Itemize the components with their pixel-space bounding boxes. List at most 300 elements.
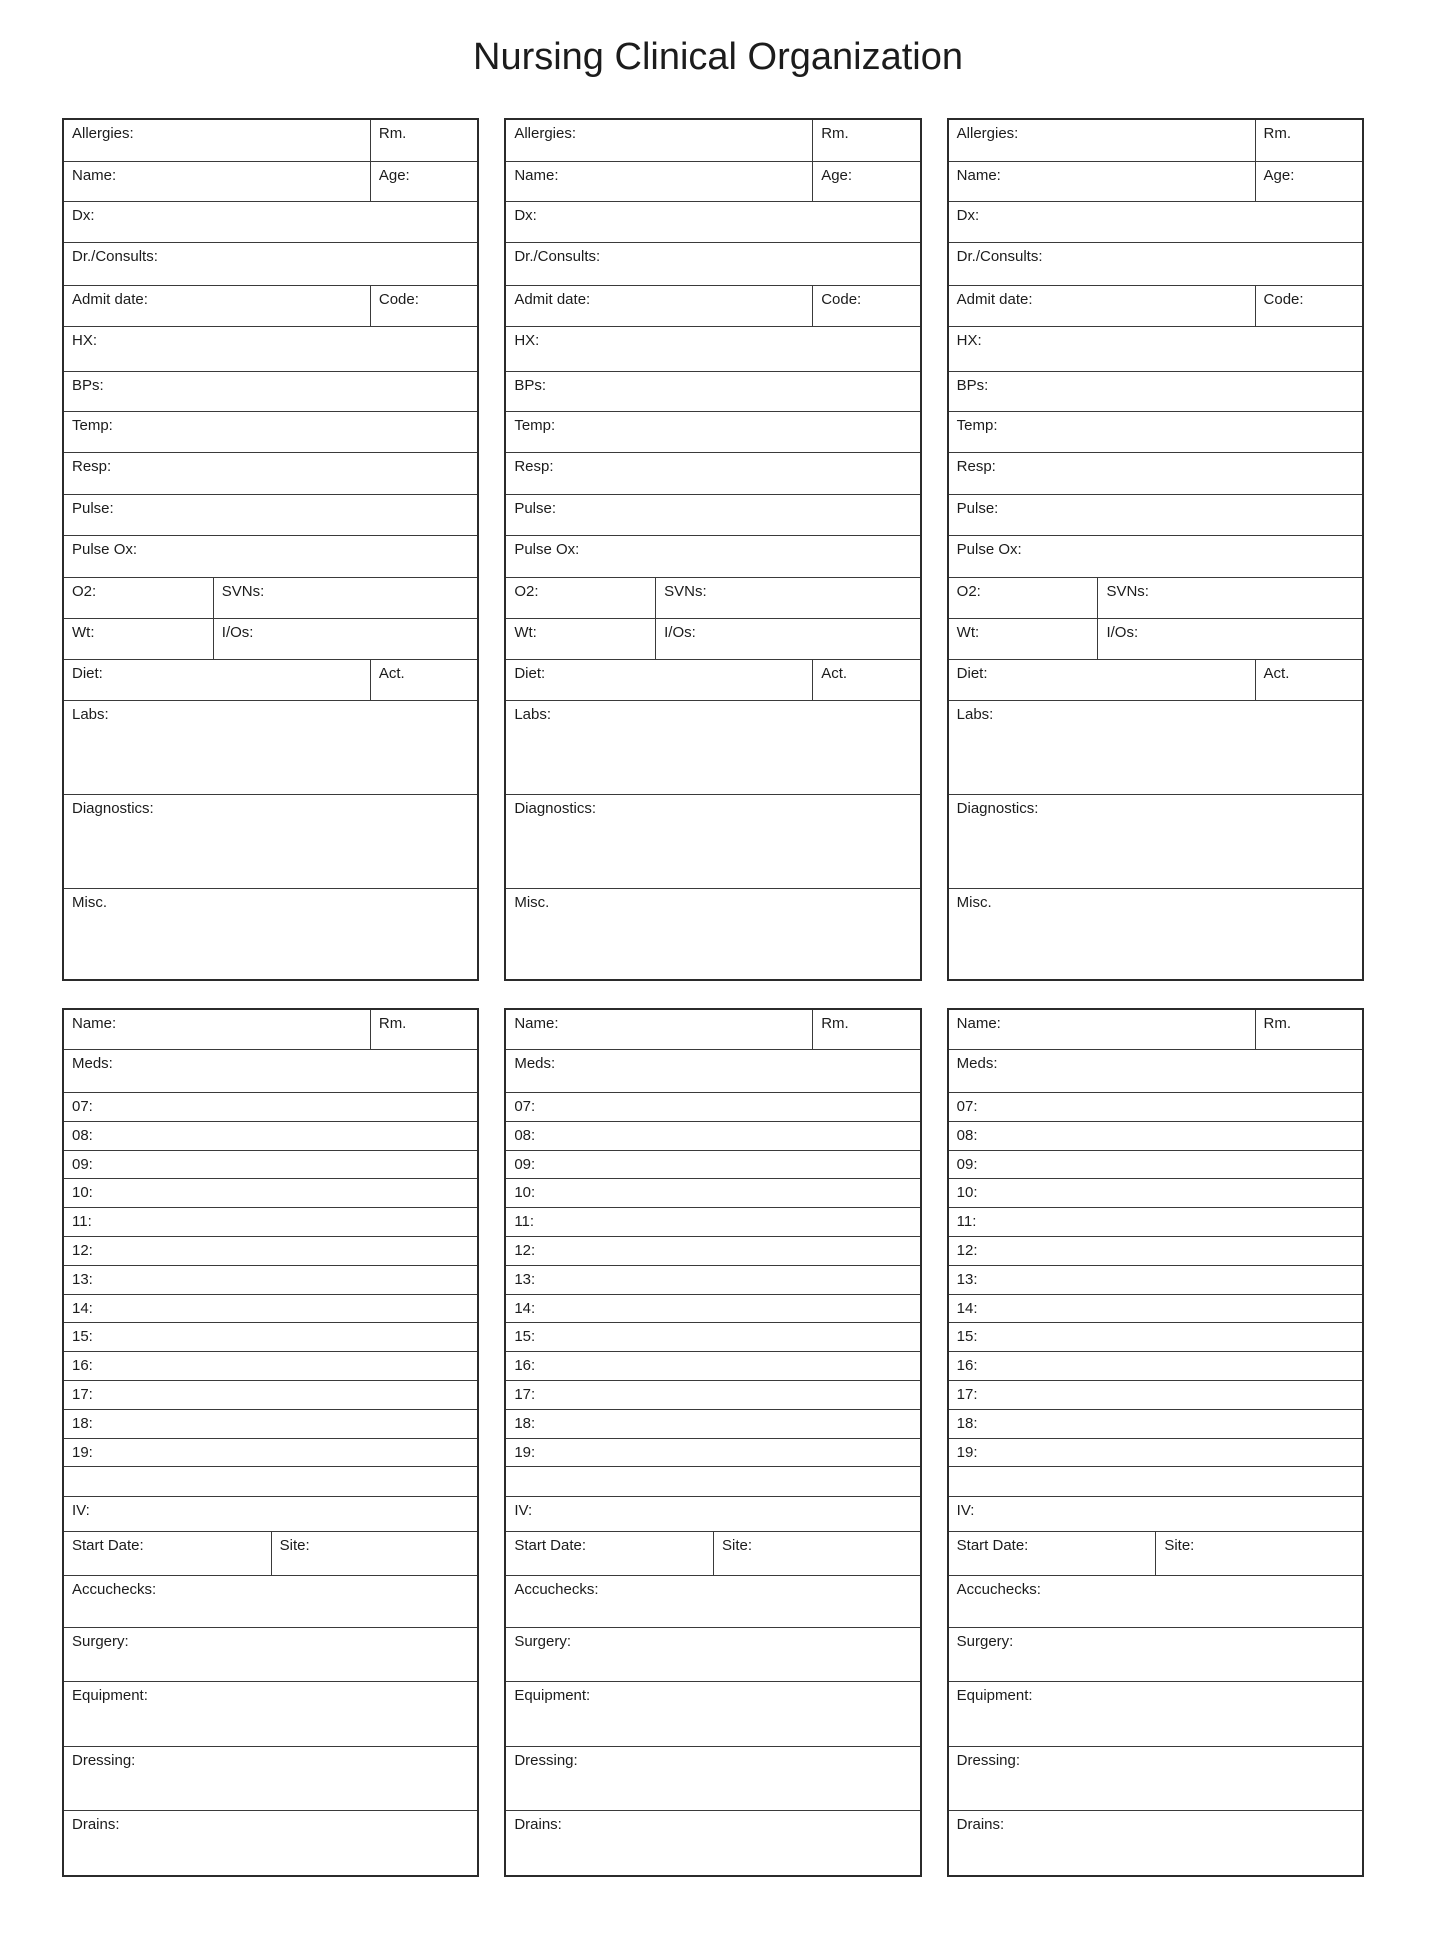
hour-cell	[949, 1381, 1362, 1409]
admit-date-cell	[949, 286, 1255, 326]
diagnostics-row	[506, 795, 919, 889]
hour-cell	[64, 1151, 477, 1179]
pulse-ox-cell	[64, 536, 477, 577]
hour-cell	[64, 1093, 477, 1121]
hour-cell	[64, 1179, 477, 1207]
hour-cell	[64, 1208, 477, 1236]
allergies-label: Allergies:	[956, 125, 1019, 142]
hour-cell	[64, 1122, 477, 1150]
dressing-cell	[506, 1747, 919, 1810]
accuchecks-label: Accuchecks:	[956, 1581, 1041, 1599]
labs-row	[64, 701, 477, 795]
patient-column-3	[947, 118, 1364, 1877]
admit-date-row	[949, 286, 1362, 327]
hour-row-09	[949, 1151, 1362, 1180]
resp-cell	[506, 453, 919, 494]
pulse-ox-row	[64, 536, 477, 578]
misc-row	[64, 889, 477, 979]
svns-label: SVNs:	[1106, 583, 1149, 600]
hour-label: 11:	[514, 1213, 535, 1231]
hour-label: 14:	[956, 1299, 978, 1317]
pulse-label: Pulse:	[72, 500, 114, 517]
hour-cell	[949, 1093, 1362, 1121]
diet-label: Diet:	[514, 665, 546, 682]
patient-card	[62, 118, 479, 981]
drains-label: Drains:	[514, 1816, 562, 1834]
hour-label: 07:	[72, 1098, 93, 1115]
bps-row	[949, 372, 1362, 412]
site-cell	[271, 1532, 478, 1575]
misc-cell	[949, 889, 1362, 979]
surgery-label: Surgery:	[956, 1633, 1014, 1651]
surgery-row	[949, 1628, 1362, 1682]
diagnostics-cell	[64, 795, 477, 888]
meds-row	[64, 1050, 477, 1093]
temp-cell	[64, 412, 477, 452]
meds-row	[949, 1050, 1362, 1093]
hour-label: 09:	[72, 1155, 93, 1173]
bps-label: BPs:	[956, 377, 989, 394]
surgery-row	[506, 1628, 919, 1682]
misc-cell	[64, 889, 477, 979]
labs-cell	[64, 701, 477, 794]
resp-cell	[64, 453, 477, 494]
hour-label: 13:	[956, 1270, 978, 1288]
start-date-label: Start Date:	[72, 1537, 144, 1555]
hour-row-09	[506, 1151, 919, 1180]
hour-cell	[64, 1439, 477, 1467]
hour-cell	[506, 1410, 919, 1438]
hour-label: 16:	[72, 1357, 93, 1375]
hour-label: 10:	[514, 1184, 536, 1202]
admit-date-label: Admit date:	[956, 291, 1033, 308]
svns-cell	[655, 578, 920, 618]
start-date-label: Start Date:	[956, 1537, 1029, 1555]
meds-name-label: Name:	[514, 1015, 559, 1032]
hour-label: 13:	[72, 1270, 93, 1288]
allergies-row	[949, 120, 1362, 162]
wt-cell	[506, 619, 655, 659]
iv-row	[949, 1497, 1362, 1532]
ios-label: I/Os:	[221, 624, 254, 641]
diet-label: Diet:	[72, 665, 103, 682]
dr-consults-cell	[64, 243, 477, 285]
dr-consults-cell	[506, 243, 919, 285]
equipment-cell	[506, 1682, 919, 1746]
misc-cell	[506, 889, 919, 979]
dressing-cell	[64, 1747, 477, 1810]
dx-cell	[506, 202, 919, 242]
hour-cell	[949, 1179, 1362, 1207]
equipment-row	[506, 1682, 919, 1747]
misc-label: Misc.	[514, 894, 550, 911]
hx-cell	[506, 327, 919, 371]
equipment-row	[64, 1682, 477, 1747]
start-date-row	[949, 1532, 1362, 1576]
hour-row-09	[64, 1151, 477, 1180]
meds-card	[62, 1008, 479, 1877]
hx-label: HX:	[514, 332, 540, 349]
temp-row	[506, 412, 919, 453]
start-date-cell	[506, 1532, 713, 1575]
pulse-ox-label: Pulse Ox:	[956, 541, 1022, 558]
hour-row-07	[64, 1093, 477, 1122]
hour-label: 12:	[72, 1241, 93, 1259]
wt-ios-row	[949, 619, 1362, 660]
pulse-row	[64, 495, 477, 536]
hour-cell	[64, 1323, 477, 1351]
code-cell	[812, 286, 919, 326]
accuchecks-label: Accuchecks:	[72, 1581, 157, 1599]
labs-label: Labs:	[956, 706, 994, 723]
hour-row-19	[64, 1439, 477, 1468]
admit-date-label: Admit date:	[72, 291, 148, 308]
hour-cell	[64, 1295, 477, 1323]
hour-label: 17:	[514, 1385, 536, 1403]
wt-label: Wt:	[514, 624, 537, 641]
labs-label: Labs:	[72, 706, 109, 723]
site-cell	[1155, 1532, 1362, 1575]
start-date-cell	[64, 1532, 271, 1575]
meds-name-row	[64, 1010, 477, 1050]
dressing-label: Dressing:	[956, 1752, 1021, 1770]
temp-label: Temp:	[956, 417, 998, 434]
accuchecks-row	[506, 1576, 919, 1628]
misc-row	[506, 889, 919, 979]
start-date-cell	[949, 1532, 1156, 1575]
labs-cell	[949, 701, 1362, 794]
hour-label: 12:	[956, 1241, 978, 1259]
site-cell	[713, 1532, 920, 1575]
dx-cell	[949, 202, 1362, 242]
blank-cell	[64, 1467, 477, 1496]
svns-cell	[1097, 578, 1362, 618]
room-cell	[812, 120, 919, 161]
diagnostics-row	[949, 795, 1362, 889]
hour-row-15	[949, 1323, 1362, 1352]
hour-cell	[949, 1295, 1362, 1323]
meds-room-cell	[1255, 1010, 1362, 1049]
hour-row-19	[949, 1439, 1362, 1468]
diagnostics-cell	[506, 795, 919, 888]
bps-cell	[949, 372, 1362, 411]
dx-row	[64, 202, 477, 243]
iv-row	[64, 1497, 477, 1532]
hour-cell	[506, 1093, 919, 1121]
hour-label: 11:	[956, 1213, 977, 1231]
labs-row	[949, 701, 1362, 795]
meds-cell	[64, 1050, 477, 1092]
iv-label: IV:	[514, 1502, 533, 1520]
hour-cell	[949, 1352, 1362, 1380]
hour-cell	[949, 1323, 1362, 1351]
dressing-row	[506, 1747, 919, 1811]
wt-label: Wt:	[72, 624, 95, 641]
hx-label: HX:	[956, 332, 982, 349]
hour-row-blank	[949, 1467, 1362, 1497]
hour-cell	[506, 1208, 919, 1236]
diet-cell	[64, 660, 370, 700]
admit-date-cell	[64, 286, 370, 326]
temp-label: Temp:	[72, 417, 113, 434]
temp-row	[949, 412, 1362, 453]
room-label: Rm.	[378, 125, 407, 142]
resp-row	[949, 453, 1362, 495]
bps-label: BPs:	[514, 377, 547, 394]
pulse-ox-label: Pulse Ox:	[514, 541, 580, 558]
hour-row-blank	[64, 1467, 477, 1497]
hour-label: 19:	[956, 1443, 978, 1461]
hour-label: 15:	[514, 1328, 536, 1346]
hour-label: 11:	[72, 1213, 92, 1231]
meds-name-label: Name:	[72, 1015, 117, 1032]
pulse-row	[949, 495, 1362, 536]
admit-date-label: Admit date:	[514, 291, 591, 308]
meds-cell	[506, 1050, 919, 1092]
hour-label: 15:	[956, 1328, 978, 1346]
hour-cell	[64, 1266, 477, 1294]
surgery-label: Surgery:	[514, 1633, 572, 1651]
hour-label: 18:	[72, 1414, 93, 1432]
labs-label: Labs:	[514, 706, 552, 723]
hour-cell	[64, 1410, 477, 1438]
hour-cell	[506, 1439, 919, 1467]
drains-cell	[949, 1811, 1362, 1875]
dx-label: Dx:	[956, 207, 980, 224]
hour-label: 08:	[72, 1126, 93, 1144]
iv-cell	[949, 1497, 1362, 1531]
patient-card	[947, 118, 1364, 981]
hour-row-13	[949, 1266, 1362, 1295]
meds-label: Meds:	[956, 1055, 998, 1072]
hour-cell	[506, 1237, 919, 1265]
diet-label: Diet:	[956, 665, 988, 682]
wt-cell	[949, 619, 1098, 659]
iv-label: IV:	[72, 1502, 90, 1520]
admit-date-row	[64, 286, 477, 327]
pulse-label: Pulse:	[514, 500, 557, 517]
diagnostics-label: Diagnostics:	[956, 800, 1039, 817]
temp-label: Temp:	[514, 417, 556, 434]
bps-cell	[64, 372, 477, 411]
hour-cell	[506, 1323, 919, 1351]
hour-cell	[506, 1352, 919, 1380]
meds-card	[504, 1008, 921, 1877]
blank-cell	[506, 1467, 919, 1496]
hx-label: HX:	[72, 332, 98, 349]
bps-label: BPs:	[72, 377, 104, 394]
pulse-ox-row	[506, 536, 919, 578]
hour-row-12	[949, 1237, 1362, 1266]
meds-label: Meds:	[514, 1055, 556, 1072]
name-label: Name:	[514, 167, 559, 184]
name-cell	[506, 162, 812, 201]
equipment-label: Equipment:	[72, 1687, 148, 1705]
allergies-cell	[506, 120, 812, 161]
patient-column-1	[62, 118, 479, 1877]
meds-name-cell	[949, 1010, 1255, 1049]
resp-label: Resp:	[956, 458, 996, 475]
act-cell	[1255, 660, 1362, 700]
pulse-label: Pulse:	[956, 500, 999, 517]
start-date-row	[506, 1532, 919, 1576]
hour-cell	[949, 1208, 1362, 1236]
bps-row	[64, 372, 477, 412]
hour-cell	[506, 1381, 919, 1409]
drains-label: Drains:	[72, 1816, 120, 1834]
room-label: Rm.	[821, 125, 849, 142]
hour-cell	[506, 1122, 919, 1150]
hour-row-15	[64, 1323, 477, 1352]
hour-row-07	[949, 1093, 1362, 1122]
hour-row-10	[949, 1179, 1362, 1208]
dr-consults-cell	[949, 243, 1362, 285]
allergies-cell	[64, 120, 370, 161]
misc-label: Misc.	[72, 894, 107, 911]
o2-label: O2:	[956, 583, 981, 600]
temp-cell	[506, 412, 919, 452]
meds-name-cell	[506, 1010, 812, 1049]
iv-cell	[64, 1497, 477, 1531]
room-label: Rm.	[1263, 125, 1292, 142]
hour-label: 12:	[514, 1241, 536, 1259]
diet-act-row	[64, 660, 477, 701]
start-date-row	[64, 1532, 477, 1576]
dr-consults-row	[64, 243, 477, 286]
ios-cell	[1097, 619, 1362, 659]
hour-cell	[64, 1352, 477, 1380]
o2-cell	[949, 578, 1098, 618]
room-cell	[370, 120, 477, 161]
dressing-row	[949, 1747, 1362, 1811]
iv-label: IV:	[956, 1502, 975, 1520]
hour-row-08	[949, 1122, 1362, 1151]
hour-row-12	[506, 1237, 919, 1266]
meds-name-label: Name:	[956, 1015, 1001, 1032]
age-cell	[370, 162, 477, 201]
resp-row	[64, 453, 477, 495]
meds-room-cell	[370, 1010, 477, 1049]
act-label: Act.	[1263, 665, 1290, 682]
hour-row-16	[949, 1352, 1362, 1381]
iv-row	[506, 1497, 919, 1532]
surgery-row	[64, 1628, 477, 1682]
hour-row-11	[949, 1208, 1362, 1237]
act-label: Act.	[821, 665, 848, 682]
hour-row-17	[64, 1381, 477, 1410]
hour-cell	[949, 1237, 1362, 1265]
columns-grid	[0, 118, 1436, 1877]
hour-row-12	[64, 1237, 477, 1266]
allergies-row	[64, 120, 477, 162]
meds-cell	[949, 1050, 1362, 1092]
surgery-cell	[64, 1628, 477, 1681]
meds-room-label: Rm.	[1263, 1015, 1292, 1032]
diagnostics-label: Diagnostics:	[514, 800, 597, 817]
surgery-label: Surgery:	[72, 1633, 129, 1651]
site-label: Site:	[279, 1537, 310, 1555]
hx-row	[949, 327, 1362, 372]
o2-label: O2:	[72, 583, 97, 600]
pulse-ox-cell	[949, 536, 1362, 577]
allergies-label: Allergies:	[514, 125, 577, 142]
bps-cell	[506, 372, 919, 411]
dressing-label: Dressing:	[514, 1752, 578, 1770]
resp-label: Resp:	[72, 458, 112, 475]
meds-name-row	[506, 1010, 919, 1050]
hour-row-10	[506, 1179, 919, 1208]
dr-consults-row	[949, 243, 1362, 286]
name-label: Name:	[956, 167, 1001, 184]
hour-row-13	[506, 1266, 919, 1295]
temp-cell	[949, 412, 1362, 452]
o2-cell	[64, 578, 213, 618]
act-cell	[812, 660, 919, 700]
equipment-label: Equipment:	[956, 1687, 1033, 1705]
hx-row	[64, 327, 477, 372]
hour-row-15	[506, 1323, 919, 1352]
patient-column-2	[504, 118, 921, 1877]
accuchecks-label: Accuchecks:	[514, 1581, 599, 1599]
hour-row-17	[949, 1381, 1362, 1410]
equipment-cell	[64, 1682, 477, 1746]
ios-cell	[213, 619, 478, 659]
hour-row-10	[64, 1179, 477, 1208]
site-label: Site:	[721, 1537, 752, 1555]
age-cell	[1255, 162, 1362, 201]
meds-room-label: Rm.	[378, 1015, 407, 1032]
hour-label: 17:	[72, 1385, 93, 1403]
o2-svns-row	[506, 578, 919, 619]
hx-cell	[949, 327, 1362, 371]
name-row	[949, 162, 1362, 202]
hour-label: 16:	[956, 1357, 978, 1375]
iv-cell	[506, 1497, 919, 1531]
equipment-row	[949, 1682, 1362, 1747]
act-cell	[370, 660, 477, 700]
drains-cell	[506, 1811, 919, 1875]
dx-row	[949, 202, 1362, 243]
hour-row-18	[506, 1410, 919, 1439]
hour-cell	[506, 1295, 919, 1323]
equipment-cell	[949, 1682, 1362, 1746]
age-label: Age:	[821, 167, 853, 184]
hour-label: 07:	[956, 1098, 978, 1115]
temp-row	[64, 412, 477, 453]
meds-name-row	[949, 1010, 1362, 1050]
accuchecks-row	[949, 1576, 1362, 1628]
o2-svns-row	[949, 578, 1362, 619]
svns-cell	[213, 578, 478, 618]
meds-row	[506, 1050, 919, 1093]
wt-ios-row	[64, 619, 477, 660]
hour-cell	[949, 1439, 1362, 1467]
dx-cell	[64, 202, 477, 242]
hour-row-07	[506, 1093, 919, 1122]
hour-label: 08:	[514, 1126, 536, 1144]
name-row	[506, 162, 919, 202]
hour-row-11	[506, 1208, 919, 1237]
ios-cell	[655, 619, 920, 659]
hour-cell	[506, 1179, 919, 1207]
hour-label: 14:	[72, 1299, 93, 1317]
hour-cell	[949, 1122, 1362, 1150]
hour-row-18	[64, 1410, 477, 1439]
hour-row-16	[64, 1352, 477, 1381]
page-title: Nursing Clinical Organization	[473, 36, 963, 78]
hour-label: 13:	[514, 1270, 536, 1288]
drains-row	[64, 1811, 477, 1875]
